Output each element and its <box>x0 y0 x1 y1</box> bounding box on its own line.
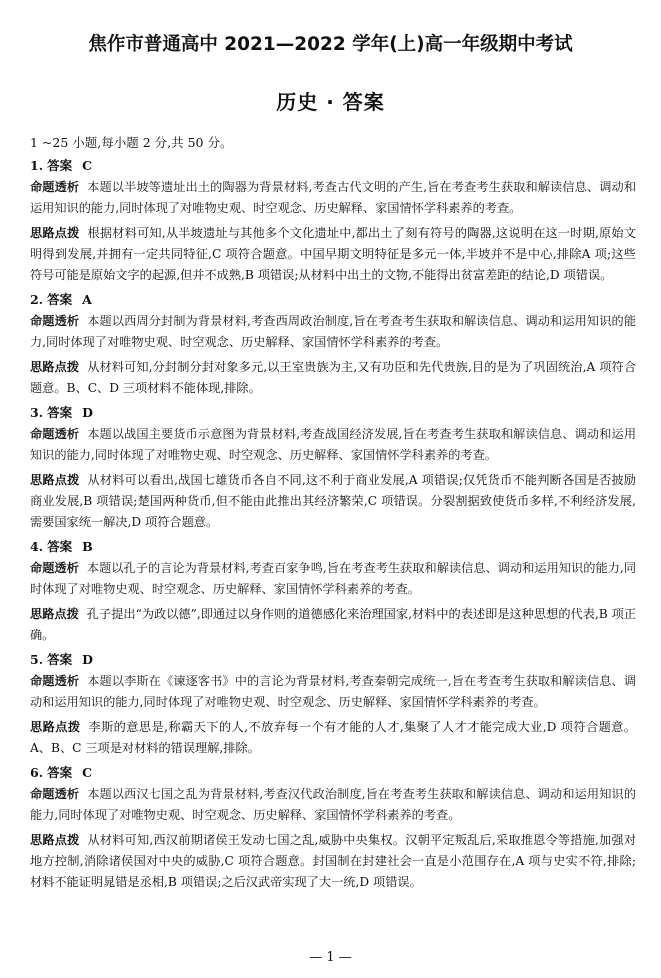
hint-paragraph <box>30 470 636 533</box>
hint-label: 思路点拨 <box>30 607 79 621</box>
question-block <box>30 537 636 646</box>
page-subtitle: 历史 · 答案 <box>276 90 385 114</box>
hint-text: 根据材料可知,从半坡遗址与其他多个文化遗址中,都出土了刻有符号的陶器,这说明在这一时期,原始文明得到发展,并拥有一定共同特征,C 项符合题意。中国早期文明特征是多元一体,半坡并不是中心,排除A 项;这些符号可能是原始文字的起源,但并不成熟,B 项错误;从材料中出土的文物,不能得出贫富差距的结论,D 项错误。 <box>30 226 637 282</box>
analysis-label: 命题透析 <box>30 180 80 194</box>
answer-label: 答案 <box>47 405 73 420</box>
hint-text: 从材料可知,西汉前期诸侯王发动七国之乱,威胁中央集权。汉朝平定叛乱后,采取推恩令等措施,加强对地方控制,消除诸侯国对中央的威胁,C 项符合题意。封国制在封建社会一直是小范围存在,A 项与史实不符,排除;材料不能证明晁错是丞相,B 项错误;之后汉武帝实现了大一统,D 项错误。 <box>30 833 637 889</box>
analysis-text: 本题以孔子的言论为背景材料,考查百家争鸣,旨在考查考生获取和解读信息、调动和运用知识的能力,同时体现了对唯物史观、时空观念、历史解释、家国情怀学科素养的考查。 <box>30 561 637 596</box>
page-title: 焦作市普通高中 2021—2022 学年(上)高一年级期中考试 <box>88 34 573 55</box>
answer-value: C <box>82 158 93 173</box>
analysis-label: 命题透析 <box>30 787 80 801</box>
hint-paragraph <box>30 223 636 286</box>
analysis-paragraph <box>30 671 636 713</box>
analysis-label: 命题透析 <box>30 674 80 688</box>
question-number: 3. <box>30 405 44 420</box>
analysis-paragraph <box>30 311 636 353</box>
hint-text: 从材料可以看出,战国七雄货币各自不同,这不利于商业发展,A 项错误;仅凭货币不能判断各国是否披励商业发展,B 项错误;楚国两种货币,但不能由此推出其经济繁荣,C 项错误。分裂割据致使货币多样,不利经济发展,需要国家统一解决,D 项符合题意。 <box>30 473 636 529</box>
analysis-text: 本题以西汉七国之乱为背景材料,考查汉代政治制度,旨在考查考生获取和解读信息、调动和运用知识的能力,同时体现了对唯物史观、时空观念、历史解释、家国情怀学科素养的考查。 <box>30 787 637 822</box>
analysis-label: 命题透析 <box>30 561 79 575</box>
answer-value: A <box>82 292 92 307</box>
analysis-text: 本题以李斯在《谏逐客书》中的言论为背景材料,考查秦朝完成统一,旨在考查考生获取和解读信息、调动和运用知识的能力,同时体现了对唯物史观、时空观念、历史解释、家国情怀学科素养的考查。 <box>30 674 637 709</box>
answer-heading <box>30 156 636 177</box>
hint-label: 思路点拨 <box>30 720 81 734</box>
question-block <box>30 156 636 286</box>
answer-label: 答案 <box>47 292 73 307</box>
analysis-paragraph <box>30 558 636 600</box>
hint-paragraph <box>30 830 636 893</box>
analysis-text: 本题以半坡等遗址出土的陶器为背景材料,考查古代文明的产生,旨在考查考生获取和解读信息、调动和运用知识的能力,同时体现了对唯物史观、时空观念、历史解释、家国情怀学科素养的考查。 <box>30 180 637 215</box>
question-number: 1. <box>30 158 44 173</box>
hint-label: 思路点拨 <box>30 473 80 487</box>
answer-heading <box>30 537 636 558</box>
hint-label: 思路点拨 <box>30 360 80 374</box>
hint-label: 思路点拨 <box>30 833 80 847</box>
answer-label: 答案 <box>47 652 73 667</box>
answer-heading <box>30 763 636 784</box>
answer-heading <box>30 403 636 424</box>
analysis-paragraph <box>30 784 636 826</box>
answer-heading <box>30 290 636 311</box>
answer-heading <box>30 650 636 671</box>
answer-value: D <box>82 405 93 420</box>
analysis-label: 命题透析 <box>30 427 80 441</box>
question-number: 2. <box>30 292 44 307</box>
analysis-label: 命题透析 <box>30 314 80 328</box>
hint-text: 从材料可知,分封制分封对象多元,以王室贵族为主,又有功臣和先代贵族,目的是为了巩固统治,A 项符合题意。B、C、D 三项材料不能体现,排除。 <box>30 360 637 395</box>
answer-value: D <box>82 652 93 667</box>
question-block <box>30 403 636 533</box>
answer-label: 答案 <box>47 765 73 780</box>
answers-content <box>30 134 636 897</box>
question-block <box>30 763 636 893</box>
hint-paragraph <box>30 717 636 759</box>
answer-value: B <box>82 539 93 554</box>
question-block <box>30 650 636 759</box>
analysis-paragraph <box>30 177 636 219</box>
question-number: 6. <box>30 765 44 780</box>
answer-label: 答案 <box>47 158 73 173</box>
hint-text: 孔子提出“为政以德”,即通过以身作则的道德感化来治理国家,材料中的表述即是这种思想的代表,B 项正确。 <box>30 607 637 642</box>
answer-label: 答案 <box>47 539 73 554</box>
question-number: 5. <box>30 652 44 667</box>
page-number: — 1 — <box>309 950 352 965</box>
scoring-intro: 1 ~25 小题,每小题 2 分,共 50 分。 <box>30 135 233 150</box>
analysis-paragraph <box>30 424 636 466</box>
analysis-text: 本题以西周分封制为背景材料,考查西周政治制度,旨在考查考生获取和解读信息、调动和运用知识的能力,同时体现了对唯物史观、时空观念、历史解释、家国情怀学科素养的考查。 <box>30 314 637 349</box>
hint-paragraph <box>30 357 636 399</box>
question-block <box>30 290 636 399</box>
hint-label: 思路点拨 <box>30 226 80 240</box>
hint-text: 李斯的意思是,称霸天下的人,不放弃每一个有才能的人才,集聚了人才才能完成大业,D 项符合题意。A、B、C 三项是对材料的错误理解,排除。 <box>30 720 636 755</box>
hint-paragraph <box>30 604 636 646</box>
analysis-text: 本题以战国主要货币示意图为背景材料,考查战国经济发展,旨在考查考生获取和解读信息、调动和运用知识的能力,同时体现了对唯物史观、时空观念、历史解释、家国情怀学科素养的考查。 <box>30 427 637 462</box>
question-number: 4. <box>30 539 44 554</box>
answer-value: C <box>82 765 93 780</box>
